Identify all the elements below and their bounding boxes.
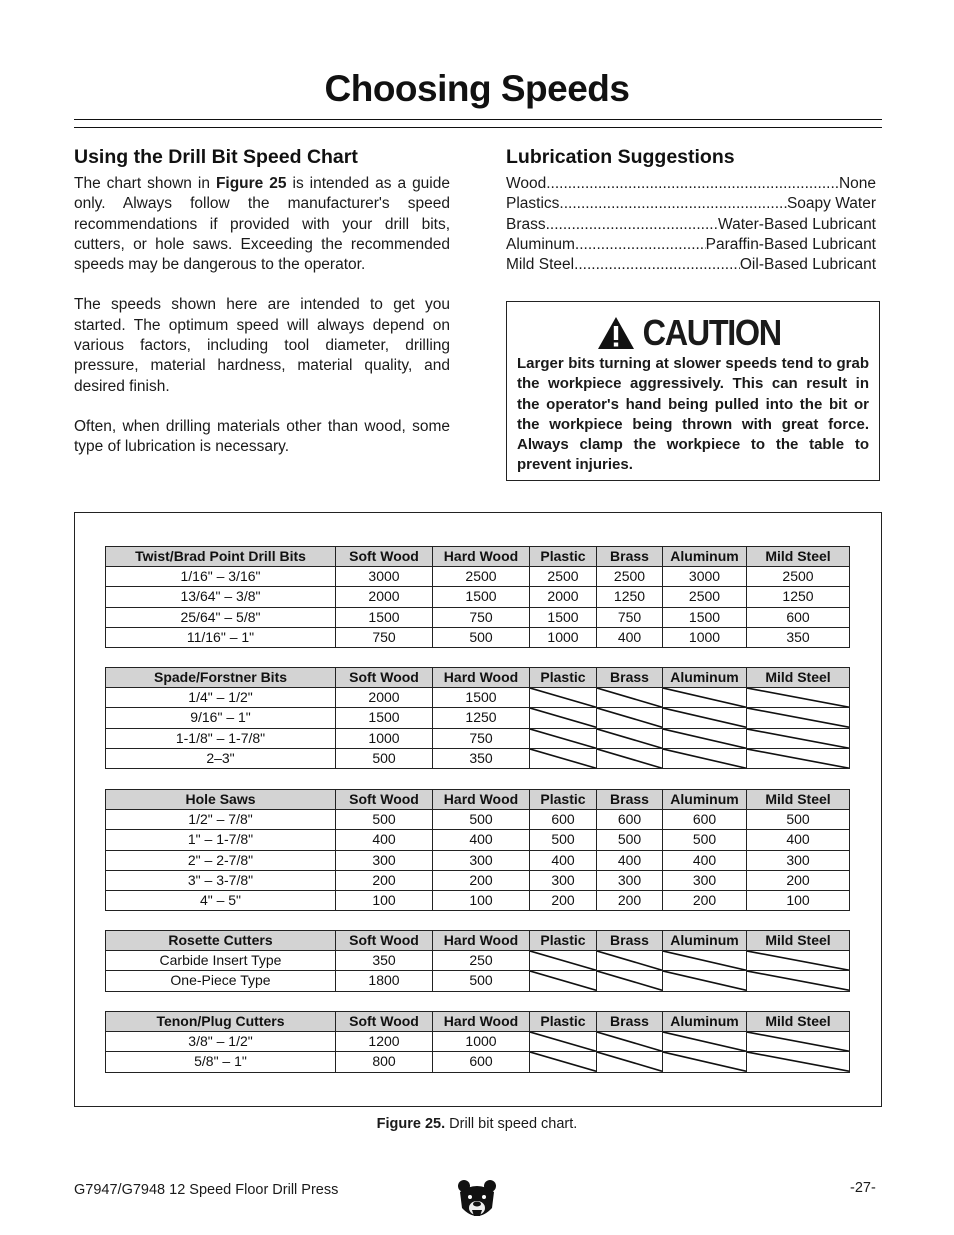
- not-applicable-cell: [597, 728, 663, 748]
- diagonal-slash: [530, 708, 596, 727]
- diagonal-slash: [747, 688, 849, 707]
- table-header-row: [106, 547, 850, 567]
- leader-dots: [546, 215, 718, 235]
- table-header-row: [106, 931, 850, 951]
- speed-value-cell: 3000: [336, 567, 433, 587]
- diagonal-slash: [747, 708, 849, 727]
- diagonal-slash: [530, 749, 596, 768]
- table-row: [106, 1032, 850, 1052]
- not-applicable-cell: [597, 688, 663, 708]
- not-applicable-cell: [597, 748, 663, 768]
- speed-value-cell: 500: [433, 627, 530, 647]
- column-header: Mild Steel: [747, 547, 850, 567]
- table-row: [106, 627, 850, 647]
- speed-value-cell: 300: [663, 870, 747, 890]
- table-row: [106, 607, 850, 627]
- lubrication-lubricant: Oil-Based Lubricant: [739, 256, 876, 274]
- lubrication-lubricant: None: [838, 175, 876, 192]
- column-header: Plastic: [530, 790, 597, 810]
- speed-value-cell: 100: [336, 890, 433, 910]
- speed-value-cell: 500: [336, 748, 433, 768]
- speed-value-cell: 350: [433, 748, 530, 768]
- leader-dots: [575, 235, 706, 255]
- bear-head-icon: [456, 1178, 498, 1222]
- size-cell: 11/16" – 1": [106, 627, 336, 647]
- speed-value-cell: 2000: [336, 688, 433, 708]
- speed-value-cell: 300: [530, 870, 597, 890]
- size-cell: 9/16" – 1": [106, 708, 336, 728]
- table-title-cell: Spade/Forstner Bits: [106, 668, 336, 688]
- diagonal-slash: [747, 951, 849, 970]
- speed-value-cell: 200: [597, 890, 663, 910]
- column-header: Soft Wood: [336, 790, 433, 810]
- size-cell: 13/64" – 3/8": [106, 587, 336, 607]
- title-rule-top: [74, 119, 882, 120]
- not-applicable-cell: [597, 708, 663, 728]
- column-header: Hard Wood: [433, 931, 530, 951]
- not-applicable-cell: [747, 748, 850, 768]
- speed-value-cell: 1000: [530, 627, 597, 647]
- caution-box: [506, 301, 880, 481]
- table-header-row: [106, 790, 850, 810]
- speed-value-cell: 1000: [433, 1032, 530, 1052]
- column-header: Brass: [597, 547, 663, 567]
- column-header: Aluminum: [663, 547, 747, 567]
- diagonal-slash: [530, 729, 596, 748]
- column-header: Soft Wood: [336, 931, 433, 951]
- speed-value-cell: 400: [663, 850, 747, 870]
- speed-value-cell: 200: [336, 870, 433, 890]
- speed-value-cell: 1500: [336, 708, 433, 728]
- speed-value-cell: 600: [663, 810, 747, 830]
- diagonal-slash: [663, 1052, 746, 1071]
- not-applicable-cell: [663, 971, 747, 991]
- speed-value-cell: 600: [530, 810, 597, 830]
- caution-text: Larger bits turning at slower speeds tend to grab the workpiece aggressively. This can result in the operator's hand being pulled into the bit or the workpiece being thrown with great force. Always clamp the workpiece to the table to prevent injuries.: [517, 355, 869, 474]
- speed-value-cell: 500: [336, 810, 433, 830]
- not-applicable-cell: [597, 951, 663, 971]
- column-header: Mild Steel: [747, 790, 850, 810]
- speed-value-cell: 2500: [663, 587, 747, 607]
- speed-value-cell: 1250: [433, 708, 530, 728]
- speed-value-cell: 1000: [663, 627, 747, 647]
- speed-value-cell: 400: [336, 830, 433, 850]
- warning-triangle-icon: [597, 316, 635, 350]
- diagonal-slash: [597, 688, 662, 707]
- column-header: Plastic: [530, 547, 597, 567]
- size-cell: 4" – 5": [106, 890, 336, 910]
- size-cell: 1-1/8" – 1-7/8": [106, 728, 336, 748]
- diagonal-slash: [597, 749, 662, 768]
- lubrication-list: [506, 174, 876, 275]
- speed-value-cell: 100: [433, 890, 530, 910]
- diagonal-slash: [597, 1052, 662, 1071]
- table-header-row: [106, 1012, 850, 1032]
- left-section-heading: Using the Drill Bit Speed Chart: [74, 146, 358, 168]
- size-cell: 1" – 1-7/8": [106, 830, 336, 850]
- table-row: [106, 708, 850, 728]
- speed-value-cell: 750: [433, 728, 530, 748]
- speed-value-cell: 400: [747, 830, 850, 850]
- not-applicable-cell: [530, 1052, 597, 1072]
- not-applicable-cell: [597, 1032, 663, 1052]
- diagonal-slash: [663, 971, 746, 990]
- table-row: [106, 951, 850, 971]
- diagonal-slash: [597, 708, 662, 727]
- lubrication-item: [506, 235, 876, 255]
- diagonal-slash: [530, 1032, 596, 1051]
- column-header: Mild Steel: [747, 668, 850, 688]
- diagonal-slash: [597, 1032, 662, 1051]
- diagonal-slash: [663, 951, 746, 970]
- not-applicable-cell: [597, 971, 663, 991]
- speed-value-cell: 100: [747, 890, 850, 910]
- speed-value-cell: 1800: [336, 971, 433, 991]
- speed-value-cell: 200: [663, 890, 747, 910]
- column-header: Brass: [597, 931, 663, 951]
- not-applicable-cell: [530, 748, 597, 768]
- table-row: [106, 688, 850, 708]
- lubrication-material: Wood: [506, 175, 547, 192]
- speed-value-cell: 500: [433, 810, 530, 830]
- column-header: Soft Wood: [336, 1012, 433, 1032]
- size-cell: 1/4" – 1/2": [106, 688, 336, 708]
- not-applicable-cell: [597, 1052, 663, 1072]
- speed-table: [105, 667, 850, 769]
- speed-value-cell: 3000: [663, 567, 747, 587]
- caption-label: Figure 25.: [376, 1116, 446, 1132]
- lubrication-material: Mild Steel: [506, 256, 575, 274]
- size-cell: One-Piece Type: [106, 971, 336, 991]
- not-applicable-cell: [663, 688, 747, 708]
- diagonal-slash: [530, 688, 596, 707]
- table-row: [106, 728, 850, 748]
- table-row: [106, 748, 850, 768]
- speed-value-cell: 1000: [336, 728, 433, 748]
- size-cell: 2" – 2-7/8": [106, 850, 336, 870]
- speed-value-cell: 500: [747, 810, 850, 830]
- speed-table: [105, 1011, 850, 1073]
- speed-value-cell: 300: [597, 870, 663, 890]
- table-row: [106, 587, 850, 607]
- speed-value-cell: 200: [530, 890, 597, 910]
- speed-value-cell: 400: [530, 850, 597, 870]
- page-title: Choosing Speeds: [324, 68, 630, 109]
- column-header: Aluminum: [663, 668, 747, 688]
- column-header: Plastic: [530, 1012, 597, 1032]
- caution-label: CAUTION: [642, 312, 782, 353]
- lubrication-material: Plastics: [506, 195, 560, 213]
- speed-value-cell: 250: [433, 951, 530, 971]
- not-applicable-cell: [530, 971, 597, 991]
- diagonal-slash: [530, 1052, 596, 1071]
- not-applicable-cell: [747, 708, 850, 728]
- not-applicable-cell: [747, 971, 850, 991]
- diagonal-slash: [663, 1032, 746, 1051]
- leader-dots: [559, 194, 787, 214]
- column-header: Mild Steel: [747, 931, 850, 951]
- speed-value-cell: 2500: [597, 567, 663, 587]
- column-header: Hard Wood: [433, 547, 530, 567]
- page-number: -27-: [850, 1180, 876, 1196]
- speed-value-cell: 2000: [530, 587, 597, 607]
- speed-value-cell: 600: [747, 607, 850, 627]
- lubrication-material: Brass: [506, 215, 546, 233]
- speed-value-cell: 350: [747, 627, 850, 647]
- speed-value-cell: 1250: [597, 587, 663, 607]
- speed-value-cell: 1500: [530, 607, 597, 627]
- table-title-cell: Hole Saws: [106, 790, 336, 810]
- speed-value-cell: 400: [597, 850, 663, 870]
- speed-value-cell: 600: [597, 810, 663, 830]
- speed-value-cell: 350: [336, 951, 433, 971]
- lubrication-item: [506, 255, 876, 275]
- table-row: [106, 850, 850, 870]
- not-applicable-cell: [747, 951, 850, 971]
- table-title-cell: Tenon/Plug Cutters: [106, 1012, 336, 1032]
- speed-value-cell: 1500: [433, 587, 530, 607]
- not-applicable-cell: [747, 728, 850, 748]
- title-rule-bottom: [74, 127, 882, 128]
- lubrication-lubricant: Soapy Water: [786, 195, 876, 213]
- leader-dots: [574, 255, 740, 275]
- diagonal-slash: [747, 971, 849, 990]
- not-applicable-cell: [663, 1032, 747, 1052]
- column-header: Brass: [597, 790, 663, 810]
- diagonal-slash: [747, 1032, 849, 1051]
- size-cell: 1/16" – 3/16": [106, 567, 336, 587]
- speed-value-cell: 2500: [530, 567, 597, 587]
- diagonal-slash: [663, 749, 746, 768]
- not-applicable-cell: [663, 728, 747, 748]
- paragraph-1-text-a: The chart shown in: [74, 175, 216, 192]
- speed-value-cell: 500: [530, 830, 597, 850]
- column-header: Aluminum: [663, 790, 747, 810]
- speed-table: [105, 546, 850, 648]
- diagonal-slash: [530, 971, 596, 990]
- column-header: Hard Wood: [433, 668, 530, 688]
- paragraph-2: The speeds shown here are intended to get you started. The optimum speed will always depend on various factors, including tool diameter, drilling pressure, material hardness, material quality, and desired finish.: [74, 296, 450, 395]
- speed-value-cell: 400: [433, 830, 530, 850]
- speed-value-cell: 2500: [747, 567, 850, 587]
- column-header: Aluminum: [663, 1012, 747, 1032]
- lubrication-item: [506, 194, 876, 214]
- not-applicable-cell: [747, 1032, 850, 1052]
- speed-value-cell: 750: [433, 607, 530, 627]
- table-header-row: [106, 668, 850, 688]
- figure-reference: Figure 25: [215, 175, 287, 192]
- column-header: Soft Wood: [336, 668, 433, 688]
- not-applicable-cell: [747, 688, 850, 708]
- speed-table: [105, 789, 850, 911]
- column-header: Brass: [597, 668, 663, 688]
- size-cell: 25/64" – 5/8": [106, 607, 336, 627]
- lubrication-item: [506, 215, 876, 235]
- diagonal-slash: [663, 729, 746, 748]
- table-row: [106, 971, 850, 991]
- not-applicable-cell: [663, 1052, 747, 1072]
- speed-value-cell: 200: [433, 870, 530, 890]
- size-cell: 2–3": [106, 748, 336, 768]
- column-header: Aluminum: [663, 931, 747, 951]
- footer-model: G7947/G7948 12 Speed Floor Drill Press: [74, 1182, 339, 1198]
- lubrication-material: Aluminum: [506, 235, 575, 253]
- speed-value-cell: 1500: [663, 607, 747, 627]
- size-cell: 3" – 3-7/8": [106, 870, 336, 890]
- speed-value-cell: 1500: [433, 688, 530, 708]
- column-header: Hard Wood: [433, 1012, 530, 1032]
- diagonal-slash: [597, 729, 662, 748]
- not-applicable-cell: [530, 688, 597, 708]
- caution-header: [507, 312, 879, 353]
- speed-value-cell: 500: [597, 830, 663, 850]
- diagonal-slash: [663, 708, 746, 727]
- column-header: Plastic: [530, 931, 597, 951]
- size-cell: 1/2" – 7/8": [106, 810, 336, 830]
- figure-caption: [0, 1116, 954, 1132]
- speed-table: [105, 930, 850, 992]
- diagonal-slash: [747, 1052, 849, 1071]
- speed-value-cell: 300: [747, 850, 850, 870]
- speed-value-cell: 750: [336, 627, 433, 647]
- table-row: [106, 1052, 850, 1072]
- speed-value-cell: 500: [433, 971, 530, 991]
- column-header: Soft Wood: [336, 547, 433, 567]
- paragraph-1: [74, 174, 450, 275]
- table-title-cell: Twist/Brad Point Drill Bits: [106, 547, 336, 567]
- speed-value-cell: 500: [663, 830, 747, 850]
- table-row: [106, 830, 850, 850]
- speed-value-cell: 750: [597, 607, 663, 627]
- not-applicable-cell: [530, 1032, 597, 1052]
- table-title-cell: Rosette Cutters: [106, 931, 336, 951]
- paragraph-3: Often, when drilling materials other than wood, some type of lubrication is necessary.: [74, 417, 450, 456]
- speed-value-cell: 600: [433, 1052, 530, 1072]
- column-header: Brass: [597, 1012, 663, 1032]
- speed-value-cell: 1500: [336, 607, 433, 627]
- table-row: [106, 870, 850, 890]
- not-applicable-cell: [530, 708, 597, 728]
- speed-value-cell: 1200: [336, 1032, 433, 1052]
- not-applicable-cell: [663, 708, 747, 728]
- lubrication-lubricant: Paraffin-Based Lubricant: [705, 235, 876, 253]
- speed-value-cell: 800: [336, 1052, 433, 1072]
- speed-value-cell: 2000: [336, 587, 433, 607]
- not-applicable-cell: [747, 1052, 850, 1072]
- size-cell: 3/8" – 1/2": [106, 1032, 336, 1052]
- diagonal-slash: [747, 749, 849, 768]
- table-row: [106, 567, 850, 587]
- diagonal-slash: [530, 951, 596, 970]
- speed-value-cell: 400: [597, 627, 663, 647]
- size-cell: 5/8" – 1": [106, 1052, 336, 1072]
- speed-value-cell: 300: [336, 850, 433, 870]
- not-applicable-cell: [663, 748, 747, 768]
- lubrication-item: [506, 174, 876, 194]
- lubrication-lubricant: Water-Based Lubricant: [718, 215, 876, 233]
- caption-text: Drill bit speed chart.: [445, 1116, 578, 1132]
- lubrication-heading: Lubrication Suggestions: [506, 146, 735, 168]
- paragraph-1-text-b: is intended as a guide only. Always follow the manufacturer's speed recommendations if provided with your drill bits, cutters, or hole saws. Exceeding the recommended speeds may be dangerous to the operator.: [74, 175, 450, 274]
- speed-value-cell: 200: [747, 870, 850, 890]
- table-row: [106, 890, 850, 910]
- not-applicable-cell: [663, 951, 747, 971]
- speed-value-cell: 2500: [433, 567, 530, 587]
- not-applicable-cell: [530, 951, 597, 971]
- diagonal-slash: [747, 729, 849, 748]
- speed-chart-figure: [74, 512, 882, 1107]
- diagonal-slash: [597, 951, 662, 970]
- speed-value-cell: 1250: [747, 587, 850, 607]
- leader-dots: [546, 174, 839, 194]
- size-cell: Carbide Insert Type: [106, 951, 336, 971]
- left-section-body: [74, 174, 450, 478]
- table-row: [106, 810, 850, 830]
- not-applicable-cell: [530, 728, 597, 748]
- diagonal-slash: [597, 971, 662, 990]
- diagonal-slash: [663, 688, 746, 707]
- column-header: Hard Wood: [433, 790, 530, 810]
- speed-value-cell: 300: [433, 850, 530, 870]
- column-header: Mild Steel: [747, 1012, 850, 1032]
- column-header: Plastic: [530, 668, 597, 688]
